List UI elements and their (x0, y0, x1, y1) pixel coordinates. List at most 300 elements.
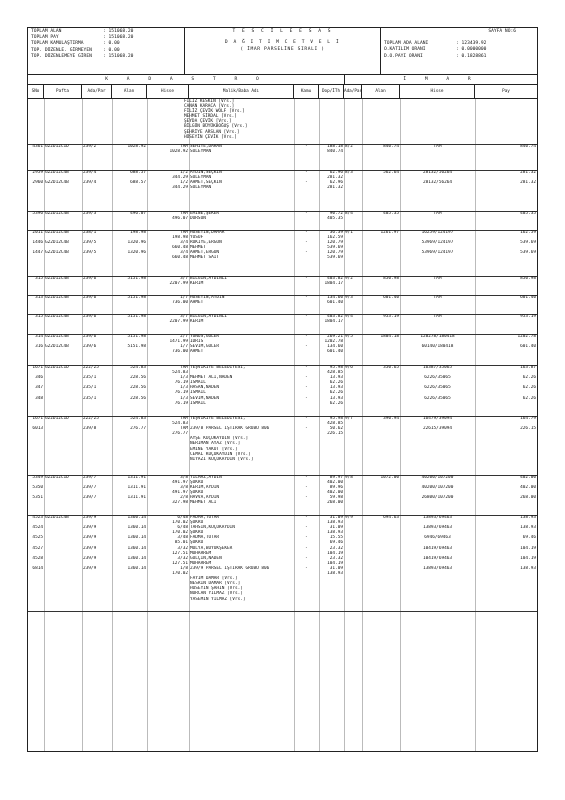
cell-pay: 104.19 (520, 545, 536, 551)
cell-ihisse: 53969/124197 (421, 240, 454, 246)
cell-kamu: - (305, 555, 308, 561)
cell-ihisse: 120278/180418 (420, 334, 455, 339)
cell-dop: 89.97 (329, 475, 343, 480)
cell-pay: 138.93 (520, 565, 536, 571)
cell-dop: 428.85 (327, 421, 343, 427)
cell-sno (28, 500, 44, 505)
cell-ihisse (400, 349, 475, 354)
cell-malik: MEHMET SAİT (190, 255, 220, 261)
cell-adapar (82, 149, 112, 154)
record-group (28, 144, 537, 171)
cell-malik: ŞÜKRÜ (190, 540, 204, 546)
cell-iadapar: 9/7 (345, 416, 353, 421)
cell-dop: 104.19 (327, 550, 343, 556)
cell-kamu: - (305, 344, 308, 350)
cell-hisse: 170.02 (172, 520, 188, 526)
cell-malik: İSMAİL (190, 390, 206, 396)
total-label: TOP. DÜZENLE. GİRMEYEN (31, 47, 92, 53)
cell-adapar: 239/6 (83, 276, 97, 281)
cell-ihisse: 16387/35065 (422, 365, 453, 370)
total-label: TOPLAM PAY (31, 35, 59, 41)
cell-adapar: 239/9 (83, 555, 97, 561)
cell-ihisse: TAM (433, 276, 442, 281)
cell-alan (112, 349, 147, 354)
cell-dop: 120.79 (327, 250, 343, 256)
cell-dop: 281.32 (327, 175, 343, 181)
cell-dop: 62.26 (329, 390, 343, 396)
cell-ihisse (400, 149, 475, 154)
cell-sno: 4528 (32, 555, 43, 561)
cell-dop: 36.39 (329, 230, 343, 235)
cell-adapar (82, 457, 112, 462)
cell-pafta (44, 216, 82, 221)
cell-hisse: 6/48 (177, 525, 188, 531)
cell-ihisse (400, 255, 475, 260)
cell-alan (112, 255, 147, 260)
cell-alan: 5151.98 (127, 314, 146, 319)
cell-alan: 688.57 (130, 180, 146, 186)
cell-ialan: 562.64 (383, 170, 399, 175)
cell-iadapar (344, 319, 362, 324)
cell-ialan: 390.94 (383, 416, 399, 421)
cell-pay (475, 597, 537, 602)
cell-dop: 104.19 (327, 560, 343, 566)
table-row (28, 300, 537, 305)
cell-sno: 346 (35, 375, 43, 381)
cell-malik: RUKİYE,ERGÜN (190, 240, 222, 246)
cell-adapar (82, 185, 112, 190)
cell-iadapar: 9/8 (345, 475, 353, 480)
cell-hisse: 2207.99 (169, 319, 188, 325)
cell-alan (112, 597, 147, 602)
cell-ihisse: 28132/56264 (422, 170, 453, 175)
cell-sno (28, 185, 44, 190)
cell-alan (112, 216, 147, 221)
heir-name: ŞEYDA ÇEVİK [Vrs.] (184, 119, 232, 125)
cell-ihisse: 13893/69463 (422, 525, 453, 531)
cell-malik: 239/8 PARSEL İŞTİRAK GRUBU 806 (190, 426, 270, 432)
cell-adapar: 239/7 (83, 495, 97, 501)
cell-sno: 2960 (32, 180, 43, 186)
cell-sno: 315 (35, 314, 43, 319)
cell-dop: 1202.78 (324, 339, 343, 345)
document-note: ( İMAR PARSELİNE SIRALI ) (240, 47, 325, 53)
cell-hisse: 3/48 (177, 535, 188, 541)
column-header: Alan (362, 85, 400, 98)
cell-malik: HAVVA,AYDIN (190, 495, 220, 501)
cell-adapar: 239/8 (83, 426, 97, 432)
cell-ialan: 405.35 (383, 211, 399, 216)
cell-dop: 402.00 (327, 480, 343, 486)
cell-kamu: - (305, 545, 308, 551)
section-imar: İ M A R (403, 77, 479, 82)
cell-dop: 134.60 (327, 295, 343, 300)
cell-ihisse: 6946/69463 (424, 535, 451, 541)
ratio-value: : 123439.92 (456, 41, 487, 47)
cell-adapar: 239/7 (83, 475, 97, 480)
cell-adapar: 239/9 (83, 545, 97, 551)
cell-malik: HÜSEYİN,DAMAR (190, 230, 225, 235)
column-header: Pafta (44, 85, 82, 98)
cell-sno: 6013 (32, 426, 43, 432)
cell-dop: 31.09 (329, 515, 343, 520)
cell-malik: NESRİN DAMAR [Vrs.] (190, 581, 241, 587)
cell-adapar: 239/7 (83, 485, 97, 491)
cell-pafta (44, 149, 82, 154)
cell-malik: SEVİM,NADEN (190, 395, 220, 401)
ratio-label: D.O.PAYI ORANI (384, 53, 423, 59)
cell-malik: AYDIN,SEÇKİN (190, 170, 222, 175)
table-row (28, 597, 537, 602)
cell-alan: 496.07 (130, 211, 146, 216)
cell-hisse: 6/48 (177, 515, 188, 520)
cell-pafta: G22D12C4B (45, 240, 69, 246)
cell-hisse: 76.19 (174, 400, 188, 406)
cell-pay: 268.00 (520, 495, 536, 501)
cell-dop: 13.93 (329, 395, 343, 401)
cell-kamu: - (305, 565, 308, 571)
cell-sno: 315 (35, 276, 43, 281)
cell-dop: 268.00 (327, 500, 343, 506)
cell-ialan (362, 216, 400, 221)
cell-hisse: TAM (180, 365, 188, 370)
cell-hisse: 3/32 (177, 555, 188, 561)
cell-ihisse (400, 597, 475, 602)
cell-alan (112, 300, 147, 305)
cell-pay: 953.19 (520, 314, 536, 319)
table-body (27, 99, 538, 752)
cell-kamu (294, 216, 319, 221)
cell-pay (475, 255, 537, 260)
cell-hisse: 660.48 (172, 245, 188, 251)
cell-dop: 226.15 (327, 431, 343, 437)
cell-pay: 62.26 (522, 385, 536, 391)
cell-alan: 5151.98 (127, 334, 146, 339)
cell-adapar: 239/5 (83, 250, 97, 256)
cell-dop: 62.96 (329, 170, 343, 175)
cell-sno: 1671 (32, 416, 43, 421)
cell-sno: 348 (35, 395, 43, 401)
cell-iadapar: 9/9 (345, 515, 353, 520)
cell-alan: 198.98 (130, 230, 146, 235)
cell-kamu (294, 185, 319, 190)
cell-iadapar (344, 500, 362, 505)
cell-kamu: - (305, 375, 308, 381)
cell-kamu: - (305, 525, 308, 531)
cell-hisse: 524.83 (172, 370, 188, 376)
cell-ialan: 350.65 (383, 365, 399, 370)
cell-kamu: - (305, 314, 308, 319)
cell-kamu: - (305, 211, 308, 216)
cell-ihisse: TAM (433, 211, 442, 216)
cell-sno (28, 457, 44, 462)
cell-kamu (294, 255, 319, 260)
cell-pay: 840.74 (520, 144, 536, 149)
cell-malik: NERİMAN AYAZ [Vrs.] (190, 441, 241, 447)
cell-kamu: - (305, 170, 308, 175)
cell-iadapar: 9/2 (345, 276, 353, 281)
cell-dop: 134.60 (327, 344, 343, 350)
cell-sno: 1671 (32, 365, 43, 370)
cell-hisse: 1028.92 (169, 149, 188, 155)
cell-kamu (294, 500, 319, 505)
cell-ihisse (400, 401, 475, 406)
cell-ihisse (400, 300, 475, 305)
cell-adapar: 239/9 (83, 535, 97, 541)
column-header: Hisse (400, 85, 475, 98)
total-row (31, 54, 181, 60)
record-group (28, 230, 537, 277)
section-header (27, 75, 538, 85)
cell-adapar: 239/6 (83, 295, 97, 300)
cell-pay: 539.69 (520, 250, 536, 256)
cell-sno: 4524 (32, 525, 43, 531)
total-value: : 0.00 (103, 47, 120, 53)
cell-adapar (82, 216, 112, 221)
cell-adapar: 239/9 (83, 565, 97, 571)
cell-malik: KERİM,AYDIN (190, 485, 220, 491)
record-group (28, 515, 537, 612)
cell-kamu: - (305, 180, 308, 186)
cell-dop: 1804.17 (324, 281, 343, 287)
cell-hisse: TAM (180, 144, 188, 149)
cell-hisse: 85.01 (174, 540, 188, 546)
cell-sno: 2011 (32, 230, 43, 235)
cell-kamu: - (305, 475, 308, 480)
cell-dop: 162.59 (327, 235, 343, 241)
cell-malik: ŞÜKRÜ (190, 490, 204, 496)
cell-ialan (362, 149, 400, 154)
cell-malik: EMİNE,ŞEKER (190, 211, 220, 216)
cell-sno (28, 255, 44, 260)
cell-malik: EMİNE YAKUT [Vrs.] (190, 446, 238, 452)
total-value: : 151068.20 (103, 29, 134, 34)
record-group (28, 416, 537, 476)
cell-pafta: G22D12C4B (45, 334, 69, 339)
cell-pay: 601.40 (520, 295, 536, 300)
cell-iadapar (344, 349, 362, 354)
cell-alan: 228.56 (130, 395, 146, 401)
column-header: Pay (502, 89, 510, 94)
cell-malik: AHMET,ERGÜN (190, 250, 220, 256)
table-row (28, 319, 537, 324)
heir-name: FİLİZ ÇEVİK WOLF [Vrs.] (184, 109, 245, 115)
cell-kamu: - (305, 334, 308, 339)
cell-alan: 1360.14 (127, 545, 146, 551)
cell-pay (475, 216, 537, 221)
cell-ihisse (400, 457, 475, 462)
cell-kamu: - (305, 230, 308, 235)
cell-dop: 403.82 (327, 314, 343, 319)
totals-block (28, 28, 185, 74)
cell-kamu (294, 401, 319, 406)
cell-kamu: - (305, 395, 308, 401)
cell-adapar: 239/9 (83, 515, 97, 520)
cell-iadapar: 9/3 (345, 295, 353, 300)
record-group (28, 475, 537, 516)
cell-ihisse: TAM (433, 295, 442, 300)
cell-adapar: 239/2 (83, 144, 97, 149)
cell-malik: YILMAZ,AYDIN (190, 475, 222, 480)
cell-ihisse: 10419/69463 (422, 545, 453, 551)
cell-iadapar: 8/3 (345, 170, 353, 175)
cell-dop: 601.40 (327, 300, 343, 306)
cell-ialan: 1804.18 (380, 334, 399, 339)
cell-malik: BİLGİN,AYDINLI (190, 314, 228, 319)
cell-alan: 1360.14 (127, 515, 146, 520)
cell-pay: 138.93 (520, 525, 536, 531)
cell-hisse: 3/7 (180, 314, 188, 319)
cell-pay: 281.32 (520, 170, 536, 175)
ratio-value: : 0.0000000 (456, 47, 487, 53)
cell-malik: NİYAZİ KÜÇÜKAYDIN [Vrs.] (190, 456, 254, 462)
cell-ialan (362, 597, 400, 602)
cell-pay: 281.32 (520, 180, 536, 186)
cell-malik: ŞÜKRÜ (190, 520, 204, 526)
cell-ialan (362, 500, 400, 505)
cell-dop: 13.93 (329, 385, 343, 391)
heirs-list (28, 99, 537, 140)
cell-dop: 31.09 (329, 525, 343, 531)
column-header: Ada/Par (344, 85, 362, 98)
cell-alan: 1028.92 (127, 144, 146, 149)
cell-dop: 59.98 (329, 495, 343, 501)
record-group (28, 314, 537, 335)
cell-ihisse: 13893/69463 (422, 565, 453, 571)
cell-alan (112, 319, 147, 324)
cell-malik: SEHİYE,DAHAN (190, 144, 222, 149)
cell-iadapar: 8/4 (345, 211, 353, 216)
cell-alan (112, 281, 147, 286)
cell-malik: SÜLEYMAN (190, 185, 212, 191)
cell-hisse: 127.51 (172, 550, 188, 556)
cell-hisse: 3/7 (180, 276, 188, 281)
heir-name: MEHMET SİRDAL [Vrs.] (184, 114, 237, 120)
cell-alan: 1320.96 (127, 240, 146, 246)
cell-pafta: G22D12C1D (45, 416, 69, 421)
cell-iadapar (344, 255, 362, 260)
record-group (28, 99, 537, 145)
record-group (28, 365, 537, 417)
cell-sno (28, 281, 44, 286)
cell-iadapar: 9/4 (345, 314, 353, 319)
cell-dop: 269.21 (327, 334, 343, 339)
cell-adapar: 239/9 (83, 525, 97, 531)
cell-hisse: 1/3 (180, 375, 188, 381)
table-row (28, 281, 537, 286)
cell-kamu: - (305, 144, 308, 149)
cell-hisse: 1/8 (180, 565, 188, 571)
cell-dop: 402.00 (327, 490, 343, 496)
cell-dop: 62.26 (329, 380, 343, 386)
cell-sno: 1447 (32, 250, 43, 256)
cell-ihisse: 60140/180418 (421, 344, 454, 350)
cell-pay: 138.93 (520, 515, 536, 520)
cell-ihisse: 6226/35065 (424, 375, 451, 381)
cell-adapar: 235/1 (83, 395, 97, 401)
cell-hisse: TAM (180, 211, 188, 216)
cell-alan: 1320.96 (127, 250, 146, 256)
cell-dop: 89.96 (329, 485, 343, 491)
table-row (28, 185, 537, 190)
cell-ihisse: 16479/39094 (422, 416, 453, 421)
cell-ihisse: 10419/69463 (422, 555, 453, 561)
cell-malik: FADMA,TUTAR (190, 515, 220, 520)
cell-adapar: 239/4 (83, 180, 97, 186)
cell-malik: HÜSEYİN ŞAHİN [Vrs.] (190, 586, 243, 592)
cell-adapar: 238/1 (83, 230, 97, 235)
cell-dop: 13.93 (329, 375, 343, 381)
cell-malik: FAYİM DAMAR [Vrs.] (190, 576, 238, 582)
cell-alan: 688.57 (130, 170, 146, 175)
cell-iadapar (344, 401, 362, 406)
cell-ialan (362, 457, 400, 462)
ratio-label: TOPLAM ADA ALANI (384, 41, 429, 47)
cell-sno: 6814 (32, 565, 43, 571)
total-value: : 151068.20 (103, 53, 134, 59)
cell-pay: 402.00 (520, 475, 536, 480)
cell-hisse: 660.48 (172, 255, 188, 261)
cell-alan: 5151.98 (127, 295, 146, 300)
cell-malik: KERİM (190, 319, 204, 325)
cell-adapar: 239/4 (83, 170, 97, 175)
cell-hisse: 1/7 (180, 344, 188, 350)
cell-kamu: - (305, 495, 308, 501)
cell-hisse: 1471.99 (169, 339, 188, 345)
cell-alan: 1311.91 (127, 485, 146, 491)
cell-dop: 62.26 (329, 400, 343, 406)
cell-sno: 313 (35, 295, 43, 300)
total-value: : 0.00 (103, 41, 120, 47)
cell-malik: AYŞE KÜÇÜKAYDIN [Vrs.] (190, 436, 249, 442)
cell-pafta: G22D12C1D (45, 144, 69, 149)
cell-pay (475, 500, 537, 505)
cell-alan: 1360.14 (127, 535, 146, 541)
cell-sno: 4527 (32, 545, 43, 551)
cell-malik: KERİM (190, 281, 204, 287)
heir-name: FİLİZ KESKİN [Vrs.] (184, 99, 235, 104)
cell-malik: MEHMET ALİ (190, 500, 217, 506)
cell-ihisse: 40200/107200 (421, 485, 454, 491)
cell-hisse: 127.51 (172, 560, 188, 566)
cell-sno (28, 349, 44, 354)
cell-kamu: - (305, 276, 308, 281)
cell-alan (112, 149, 147, 154)
cell-kamu: - (305, 365, 308, 370)
cell-kamu: - (305, 416, 308, 421)
cell-hisse: 736.00 (172, 349, 188, 355)
column-header: Ada/Par (82, 85, 112, 98)
cell-alan: 228.56 (130, 385, 146, 391)
cell-kamu (294, 300, 319, 305)
cell-malik: SÜLEYMAN (190, 149, 212, 155)
cell-dop: 601.40 (327, 349, 343, 355)
heir-name: ŞEHRİYE ARSLAN [Vrs.] (184, 129, 240, 135)
cell-kamu (294, 149, 319, 154)
cell-malik: AHMET,SEÇKİN (190, 180, 222, 186)
cell-alan (112, 457, 147, 462)
cell-hisse: 76.19 (174, 380, 188, 386)
cell-hisse: 327.98 (172, 500, 188, 506)
cell-pafta: G22D12C4B (45, 344, 69, 350)
cell-malik: İSMAİL (190, 380, 206, 386)
cell-malik: SÜLEYMAN (190, 175, 212, 181)
cell-malik: DURSUN (190, 216, 206, 222)
cell-sno: 1446 (32, 240, 43, 246)
cell-pay (475, 185, 537, 190)
cell-adapar (82, 349, 112, 354)
cell-alan: 5151.98 (127, 276, 146, 281)
